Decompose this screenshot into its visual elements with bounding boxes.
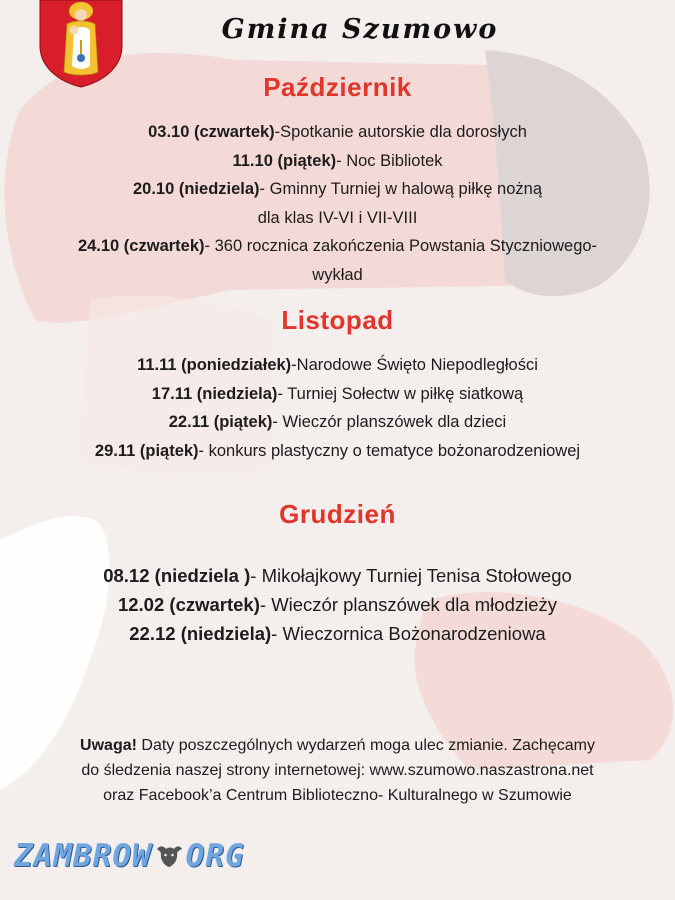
notice-line-2: do śledzenia naszej strony internetowej: www.szumowo.naszastrona.net [81,762,594,779]
event-date: 11.11 (poniedziałek) [137,356,292,374]
page-title: Gmina Szumowo [221,14,499,45]
event-date: 20.10 (niedziela) [132,180,260,198]
notice-text [0,733,675,808]
event-date: 17.11 (niedziela) [151,384,278,403]
event-text: - Turniej Sołectw w piłkę siatkową [277,384,524,403]
event-date: 24.10 (czwartek) [77,237,205,255]
event-item [0,118,675,147]
event-text: -Spotkanie autorskie dla dorosłych [274,123,527,141]
section-heading-listopad: Listopad [281,305,394,335]
section-heading-pazdziernik: Październik [263,72,412,102]
event-item [0,175,675,204]
notice-line-1: Daty poszczególnych wydarzeń moga ulec zmianie. Zachęcamy [136,737,595,754]
event-text: - Wieczornica Bożonarodzeniowa [271,623,546,644]
notice-line-3: oraz Facebook’a Centrum Biblioteczno- Kulturalnego w Szumowie [103,787,572,804]
zambrow-org-watermark [14,838,245,874]
event-text: - 360 rocznica zakończenia Powstania Styczniowego- [204,237,598,255]
notice-label: Uwaga! [80,737,137,754]
event-date: 03.10 (czwartek) [148,123,275,141]
event-item-continuation: dla klas IV-VI i VII-VIII [257,208,418,227]
section-heading-grudzien: Grudzień [279,499,396,529]
event-text: -Narodowe Święto Niepodległości [291,356,538,374]
event-text: - Mikołajkowy Turniej Tenisa Stołowego [250,565,572,586]
event-item [0,408,675,437]
event-item-continuation: wykład [312,265,363,284]
event-text: - Noc Bibliotek [336,151,443,170]
event-list-grudzien [0,561,675,648]
event-date: 29.11 (piątek) [94,441,199,460]
event-date: 12.02 (czwartek) [117,594,260,615]
event-item [0,437,675,466]
bison-icon [154,843,184,869]
event-date: 08.12 (niedziela ) [103,565,251,586]
event-text: - konkurs plastyczny o tematyce bożonarodzeniowej [198,441,581,460]
event-item [0,590,675,619]
event-text: - Wieczór planszówek dla młodzieży [259,594,558,615]
event-item [0,232,675,261]
event-date: 22.12 (niedziela) [129,623,272,644]
event-item [0,147,675,176]
event-list-listopad [0,351,675,465]
event-date: 22.11 (piątek) [168,413,273,431]
event-list-pazdziernik [0,118,675,289]
watermark-text-part2: ORG [185,838,245,874]
event-text: - Gminny Turniej w halową piłkę nożną [259,180,543,198]
event-date: 11.10 (piątek) [232,151,337,170]
event-item [0,351,675,380]
event-item [0,380,675,409]
event-text: - Wieczór planszówek dla dzieci [272,413,507,431]
event-item [0,561,675,590]
event-item [0,619,675,648]
watermark-text-part1: ZAMBROW [14,838,152,874]
